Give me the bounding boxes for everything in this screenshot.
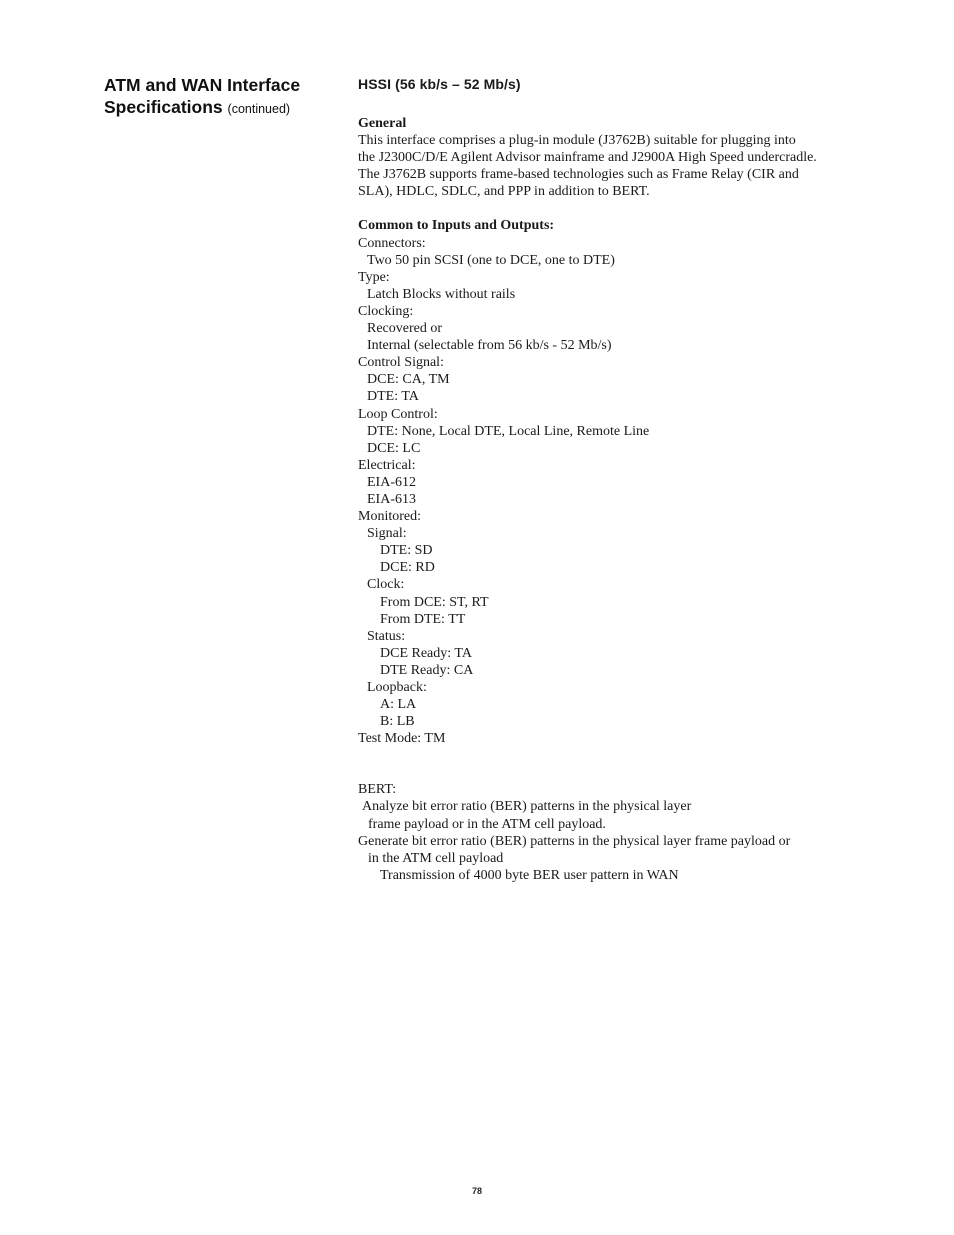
spec-list-item: DCE: LC [367,440,421,456]
spec-list-item: Monitored: [358,509,421,525]
spec-list-item: Test Mode: TM [358,731,446,747]
continued-label: (continued) [227,102,291,116]
sidebar-title-line2 [104,96,334,120]
bert-text-line: Generate bit error ratio (BER) patterns in the physical layer frame payload or [358,833,791,849]
general-heading: General [358,116,407,131]
spec-list-item: Electrical: [358,457,416,473]
spec-list-item: DTE: None, Local DTE, Local Line, Remote Line [367,423,650,439]
spec-list-item: Recovered or [367,321,443,337]
sidebar-title-line1: ATM and WAN Interface [104,75,301,95]
spec-list-item: Status: [367,628,406,644]
spec-list-item: Type: [358,269,390,285]
spec-list-item: Internal (selectable from 56 kb/s - 52 Mb/s) [367,338,612,354]
page-number: 78 [471,1186,482,1196]
spec-list-item: DTE: TA [367,389,419,405]
spec-list-item: DCE: RD [380,560,435,576]
bert-section [358,781,858,884]
spec-list-item: DTE: SD [380,543,433,559]
spec-list-item: EIA-613 [367,491,416,507]
common-section [358,217,858,747]
spec-list-item: Two 50 pin SCSI (one to DCE, one to DTE) [367,252,615,268]
section-heading: HSSI (56 kb/s – 52 Mb/s) [358,76,521,92]
spec-list-item: B: LB [380,714,415,730]
spec-list-item: DCE: CA, TM [367,372,450,388]
spec-list-item: Clocking: [358,303,414,319]
common-heading: Common to Inputs and Outputs: [358,218,555,234]
spec-list-item: Latch Blocks without rails [367,286,516,302]
bert-text-line: BERT: [358,782,397,798]
main-content [358,75,858,884]
general-text-line: The J3762B supports frame-based technologies such as Frame Relay (CIR and [358,167,799,183]
common-list [358,235,858,748]
sidebar-title-main: Specifications [104,97,223,117]
sidebar-title [104,74,334,120]
spec-list-item: From DCE: ST, RT [380,594,489,610]
spec-list-item: Control Signal: [358,355,444,371]
spec-list-item: A: LA [380,697,417,713]
general-body [358,132,858,200]
spec-list-item: From DTE: TT [380,611,466,627]
general-text-line: the J2300C/D/E Agilent Advisor mainframe and J2900A High Speed undercradle. [358,150,817,166]
spec-list-item: Clock: [367,577,405,593]
spec-list-item: Loop Control: [358,406,438,422]
general-text-line: SLA), HDLC, SDLC, and PPP in addition to BERT. [358,184,650,200]
spec-list-item: Loopback: [367,680,427,695]
bert-text-line: in the ATM cell payload [368,850,504,866]
spec-list-item: Signal: [367,526,407,542]
general-text-line: This interface comprises a plug-in module (J3762B) suitable for plugging into [358,133,796,149]
general-section [358,115,858,200]
spec-list-item: Connectors: [358,235,426,251]
spec-list-item: DCE Ready: TA [380,645,472,661]
spec-list-item: EIA-612 [367,474,416,490]
spec-list-item: DTE Ready: CA [380,662,474,678]
bert-text-line: Analyze bit error ratio (BER) patterns in the physical layer [362,799,692,815]
bert-text-line: Transmission of 4000 byte BER user pattern in WAN [380,867,679,883]
bert-text-line: frame payload or in the ATM cell payload. [368,816,606,832]
